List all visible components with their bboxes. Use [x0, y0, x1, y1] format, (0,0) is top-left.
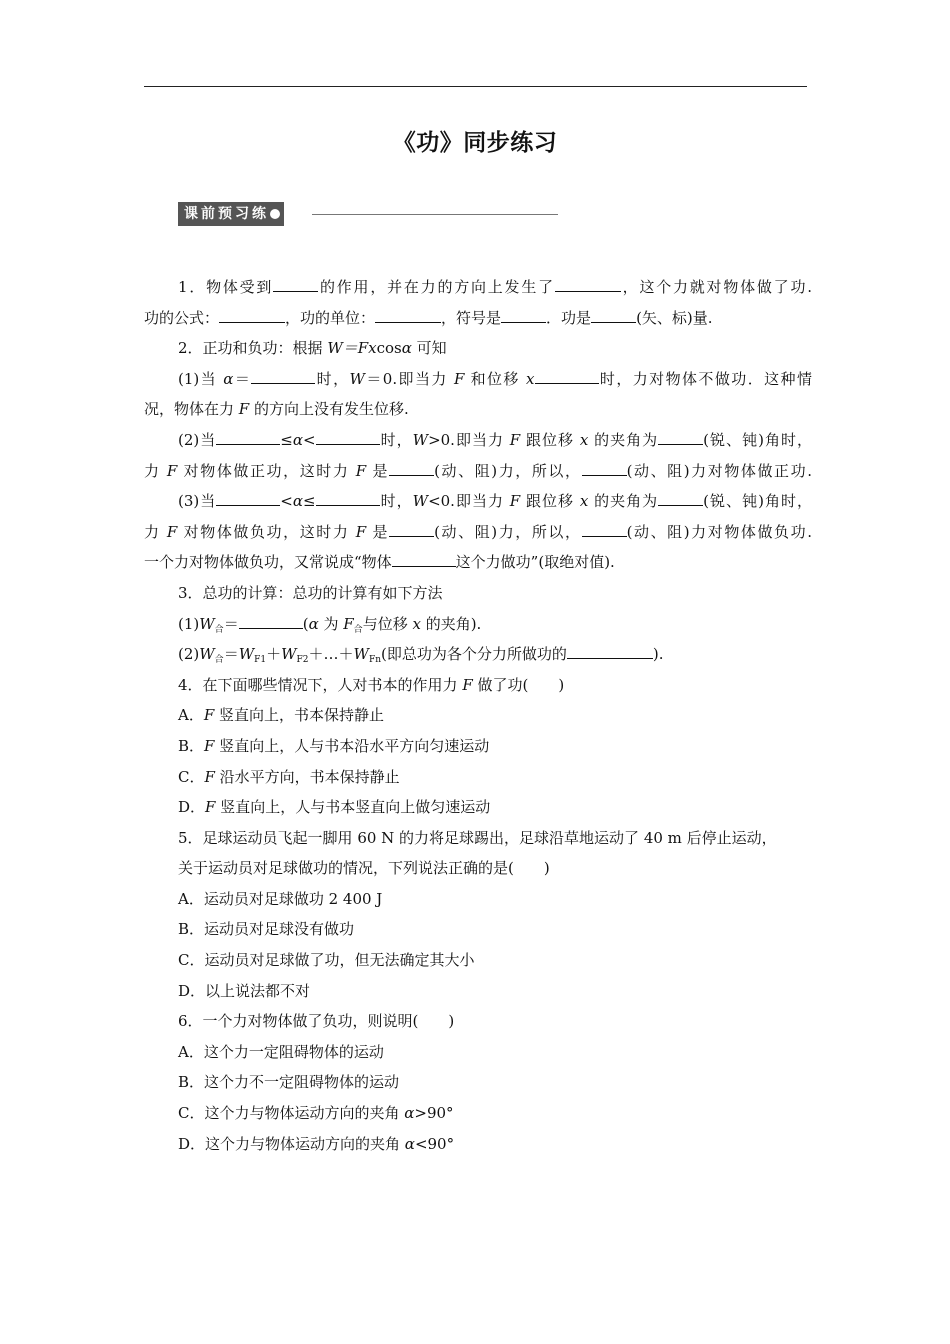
q4-option-c[interactable]: C．F 沿水平方向，书本保持静止 [178, 767, 400, 786]
q2-case3-line-3: 一个力对物体做负功，又常说成“物体 这个力做功”(取绝对值). [144, 553, 615, 572]
q5-option-a[interactable]: A．运动员对足球做功 2 400 J [178, 889, 383, 908]
q5-stem-line-1: 5．足球运动员飞起一脚用 60 N 的力将足球踢出，足球沿草地运动了 40 m 后停止运动， [178, 828, 777, 847]
answer-blank[interactable] [389, 522, 434, 537]
answer-blank[interactable] [658, 430, 703, 445]
q2-case2-line-1: (2)当 ≤α< 时，W>0.即当力 F 跟位移 x 的夹角为 (锐、钝)角时， [178, 430, 812, 449]
header-rule [144, 86, 807, 87]
bullet-dot-icon [270, 209, 280, 219]
section-rule [312, 214, 558, 215]
q1-line-1: 1．物体受到 的作用，并在力的方向上发生了 ，这个力就对物体做了功. [178, 278, 812, 296]
section-banner [178, 202, 558, 226]
q3-method-1: $(1)W_合= (\alpha$ 为 $F_合$与位移 x 的夹角). [178, 614, 482, 635]
q1-line-2: 功的公式： ，功的单位： ，符号是 ．功是 (矢、标)量. [144, 308, 713, 327]
q2-case3-line-2: 力 F 对物体做负功，这时力 F 是 (动、阻)力，所以， (动、阻)力对物体做负功. [144, 522, 812, 541]
answer-blank[interactable] [555, 277, 621, 292]
q4-option-d[interactable]: D．F 竖直向上，人与书本竖直向上做匀速运动 [178, 798, 491, 817]
q3-method-2: $(2)W_合=W_{F1}+W_{F2}+\dots+W_{Fn}$(即总功为各个分力所做功的 ). [178, 645, 664, 666]
answer-blank[interactable] [375, 308, 441, 323]
answer-blank[interactable] [535, 369, 599, 384]
answer-blank[interactable] [316, 491, 380, 506]
exercise-content [144, 272, 812, 1159]
q6-option-d[interactable]: D．这个力与物体运动方向的夹角 α<90° [178, 1134, 455, 1153]
q2-intro: 2．正功和负功：根据 W＝Fxcosα 可知 [178, 339, 447, 358]
answer-blank[interactable] [239, 614, 303, 629]
section-label-box [178, 202, 284, 226]
q2-case1-line-1: (1)当 α＝ 时，W＝0.即当力 F 和位移 x 时，力对物体不做功．这种情 [178, 369, 812, 388]
answer-blank[interactable] [392, 552, 456, 567]
section-label: 课前预习练 [184, 206, 269, 222]
q6-option-c[interactable]: C．这个力与物体运动方向的夹角 α>90° [178, 1104, 454, 1123]
answer-blank[interactable] [567, 644, 653, 659]
answer-blank[interactable] [216, 430, 280, 445]
answer-blank[interactable] [591, 308, 636, 323]
answer-blank[interactable] [658, 491, 703, 506]
q6-option-b[interactable]: B．这个力不一定阻碍物体的运动 [178, 1073, 400, 1092]
q5-option-c[interactable]: C．运动员对足球做了功，但无法确定其大小 [178, 951, 475, 970]
answer-blank[interactable] [251, 369, 315, 384]
q3-intro: 3．总功的计算：总功的计算有如下方法 [178, 583, 443, 602]
q4-option-b[interactable]: B．F 竖直向上，人与书本沿水平方向匀速运动 [178, 736, 490, 755]
answer-blank[interactable] [273, 277, 318, 292]
q5-stem-line-2: 关于运动员对足球做功的情况，下列说法正确的是( ) [178, 859, 550, 878]
answer-blank[interactable] [582, 522, 627, 537]
answer-blank[interactable] [216, 491, 280, 506]
q4-option-a[interactable]: A．F 竖直向上，书本保持静止 [178, 706, 385, 725]
q5-option-d[interactable]: D．以上说法都不对 [178, 981, 311, 1000]
answer-blank[interactable] [316, 430, 380, 445]
answer-blank[interactable] [389, 461, 434, 476]
document-title: 《功》同步练习 [392, 130, 558, 156]
answer-blank[interactable] [582, 461, 627, 476]
q5-option-b[interactable]: B．运动员对足球没有做功 [178, 920, 355, 939]
answer-blank[interactable] [219, 308, 285, 323]
q2-case3-line-1: (3)当 <α≤ 时，W<0.即当力 F 跟位移 x 的夹角为 (锐、钝)角时， [178, 492, 812, 511]
q2-case1-line-2: 况，物体在力 F 的方向上没有发生位移. [144, 400, 409, 419]
q6-option-a[interactable]: A．这个力一定阻碍物体的运动 [178, 1042, 384, 1061]
q6-stem: 6．一个力对物体做了负功，则说明( ) [178, 1012, 455, 1031]
answer-blank[interactable] [501, 308, 546, 323]
q4-stem: 4．在下面哪些情况下，人对书本的作用力 F 做了功( ) [178, 675, 565, 694]
q2-case2-line-2: 力 F 对物体做正功，这时力 F 是 (动、阻)力，所以， (动、阻)力对物体做正功. [144, 461, 812, 480]
